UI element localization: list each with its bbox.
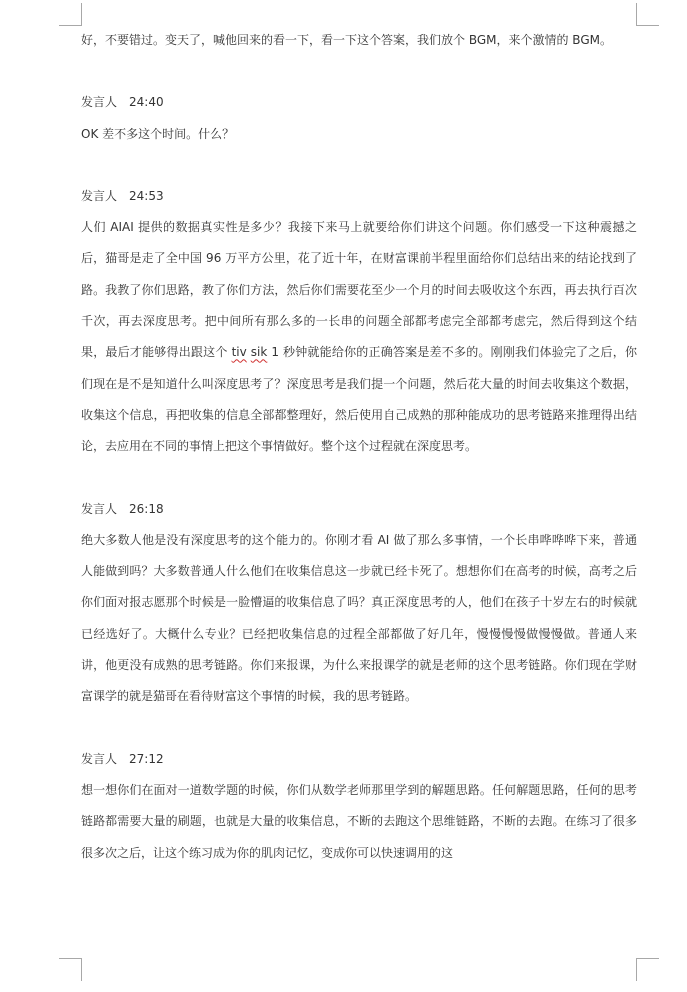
- transcript-section-2: [81, 181, 637, 463]
- page-corner-mark-top-left: [59, 3, 82, 26]
- page-corner-mark-bottom-left: [59, 958, 82, 981]
- speaker-name: 发言人: [81, 501, 118, 516]
- timestamp: 24:40: [129, 95, 164, 110]
- timestamp: 24:53: [129, 188, 164, 203]
- speaker-name: 发言人: [81, 95, 118, 110]
- speaker-line: [81, 87, 637, 118]
- page-corner-mark-bottom-right: [636, 958, 659, 981]
- transcript-section-4: [81, 744, 637, 869]
- page-corner-mark-top-right: [636, 3, 659, 26]
- speaker-line: [81, 181, 637, 212]
- misspelled-word[interactable]: sik: [250, 345, 268, 360]
- paragraph-text-part: 人们 AIAI 提供的数据真实性是多少？我接下来马上就要给你们讲这个问题。你们感受一下这种震撼之后，猫哥是走了全中国 96 万平方公里，花了近十年，在财富课前半程里面给你们总结出来的结论找到了路。我教了你们思路，教了你们方法，然后你们需要花至少一个月的时间去吸收这个东西，再去执行百次千次，再去深度思考。把中间所有那么多的一长串的问题全部都考虑完全部都考虑完，然后得到这个结果，最后才能够得出跟这个: [81, 220, 637, 360]
- misspelled-word[interactable]: tiv: [231, 345, 247, 360]
- speaker-name: 发言人: [81, 188, 118, 203]
- speaker-name: 发言人: [81, 751, 118, 766]
- transcript-paragraph: [81, 212, 637, 462]
- speaker-line: [81, 744, 637, 775]
- transcript-paragraph: 绝大多数人他是没有深度思考的这个能力的。你刚才看 AI 做了那么多事情，一个长串哗哗哗下来，普通人能做到吗？大多数普通人什么他们在收集信息这一步就已经卡死了。想想你们在高考的时候，高考之后你们面对报志愿那个时候是一脸懵逼的收集信息了吗？真正深度思考的人，他们在孩子十岁左右的时候就已经选好了。大概什么专业？已经把收集信息的过程全部都做了好几年，慢慢慢慢做慢慢做。普通人来讲，他更没有成熟的思考链路。你们来报课，为什么来报课学的就是老师的这个思考链路。你们现在学财富课学的就是猫哥在看待财富这个事情的时候，我的思考链路。: [81, 532, 637, 704]
- timestamp: 26:18: [129, 501, 164, 516]
- intro-paragraph: 好，不要错过。变天了，喊他回来的看一下，看一下这个答案，我们放个 BGM，来个激情的 BGM。: [81, 33, 612, 47]
- timestamp: 27:12: [129, 751, 164, 766]
- transcript-paragraph: OK 差不多这个时间。什么？: [81, 126, 235, 141]
- transcript-paragraph: 想一想你们在面对一道数学题的时候，你们从数学老师那里学到的解题思路。任何解题思路，任何的思考链路都需要大量的刷题，也就是大量的收集信息，不断的去跑这个思维链路，不断的去跑。在练习了很多很多次之后，让这个练习成为你的肌肉记忆，变成你可以快速调用的这: [81, 782, 637, 860]
- transcript-section-3: [81, 494, 637, 713]
- transcript-section-1: [81, 87, 637, 150]
- speaker-line: [81, 494, 637, 525]
- paragraph-text-part: 1 秒钟就能给你的正确答案是差不多的。刚刚我们体验完了之后，你们现在是不是知道什么叫深度思考了？深度思考是我们提一个问题，然后花大量的时间去收集这个数据，收集这个信息，再把收集的信息全部都整理好，然后使用自己成熟的那种能成功的思考链路来推理得出结论，去应用在不同的事情上把这个事情做好。整个这个过程就在深度思考。: [81, 345, 637, 454]
- document-body[interactable]: [81, 25, 637, 869]
